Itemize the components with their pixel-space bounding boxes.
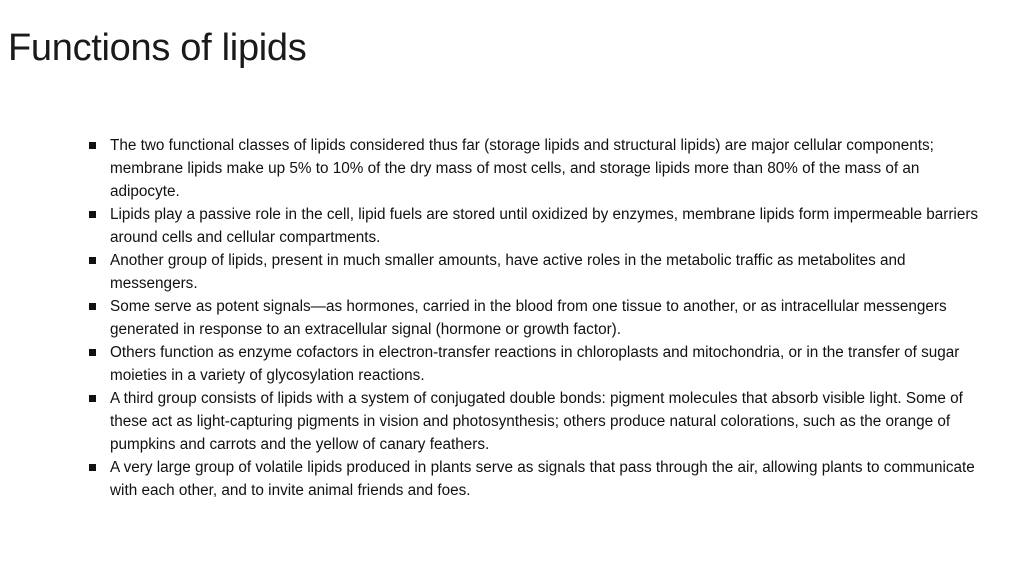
bullet-text: Another group of lipids, present in much smaller amounts, have active roles in the metabolic traffic as metabolites and messengers. bbox=[110, 252, 906, 292]
bullet-list bbox=[84, 134, 984, 502]
square-bullet-icon bbox=[86, 208, 98, 220]
square-bullet-icon bbox=[86, 392, 98, 404]
square-bullet-icon bbox=[86, 300, 98, 312]
bullet-item bbox=[84, 341, 984, 387]
bullet-text: Lipids play a passive role in the cell, lipid fuels are stored until oxidized by enzymes, membrane lipids form impermeable barriers around cells and cellular compartments. bbox=[110, 206, 979, 246]
bullet-text: Some serve as potent signals—as hormones, carried in the blood from one tissue to another, or as intracellular messengers generated in response to an extracellular signal (hormone or growth factor). bbox=[110, 298, 947, 338]
square-bullet-icon bbox=[86, 254, 98, 266]
bullet-text: A very large group of volatile lipids produced in plants serve as signals that pass through the air, allowing plants to communicate with each other, and to invite animal friends and foes. bbox=[110, 459, 975, 499]
bullet-item bbox=[84, 387, 984, 456]
square-bullet-icon bbox=[86, 139, 98, 151]
bullet-item bbox=[84, 203, 984, 249]
bullet-item bbox=[84, 134, 984, 203]
bullet-text: Others function as enzyme cofactors in electron-transfer reactions in chloroplasts and mitochondria, or in the transfer of sugar moieties in a variety of glycosylation reactions. bbox=[110, 344, 960, 384]
square-bullet-icon bbox=[86, 346, 98, 358]
bullet-item bbox=[84, 295, 984, 341]
bullet-item bbox=[84, 249, 984, 295]
square-bullet-icon bbox=[86, 461, 98, 473]
bullet-item bbox=[84, 456, 984, 502]
slide-title: Functions of lipids bbox=[8, 27, 307, 69]
bullet-text: The two functional classes of lipids considered thus far (storage lipids and structural lipids) are major cellular components; membrane lipids make up 5% to 10% of the dry mass of most cells, and storage lipids more than 80% of the mass of an adipocyte. bbox=[110, 137, 934, 200]
bullet-text: A third group consists of lipids with a system of conjugated double bonds: pigment molecules that absorb visible light. Some of these act as light-capturing pigments in vision and photosynthesis; others produce natural colorations, such as the orange of pumpkins and carrots and the yellow of canary feathers. bbox=[110, 390, 963, 453]
